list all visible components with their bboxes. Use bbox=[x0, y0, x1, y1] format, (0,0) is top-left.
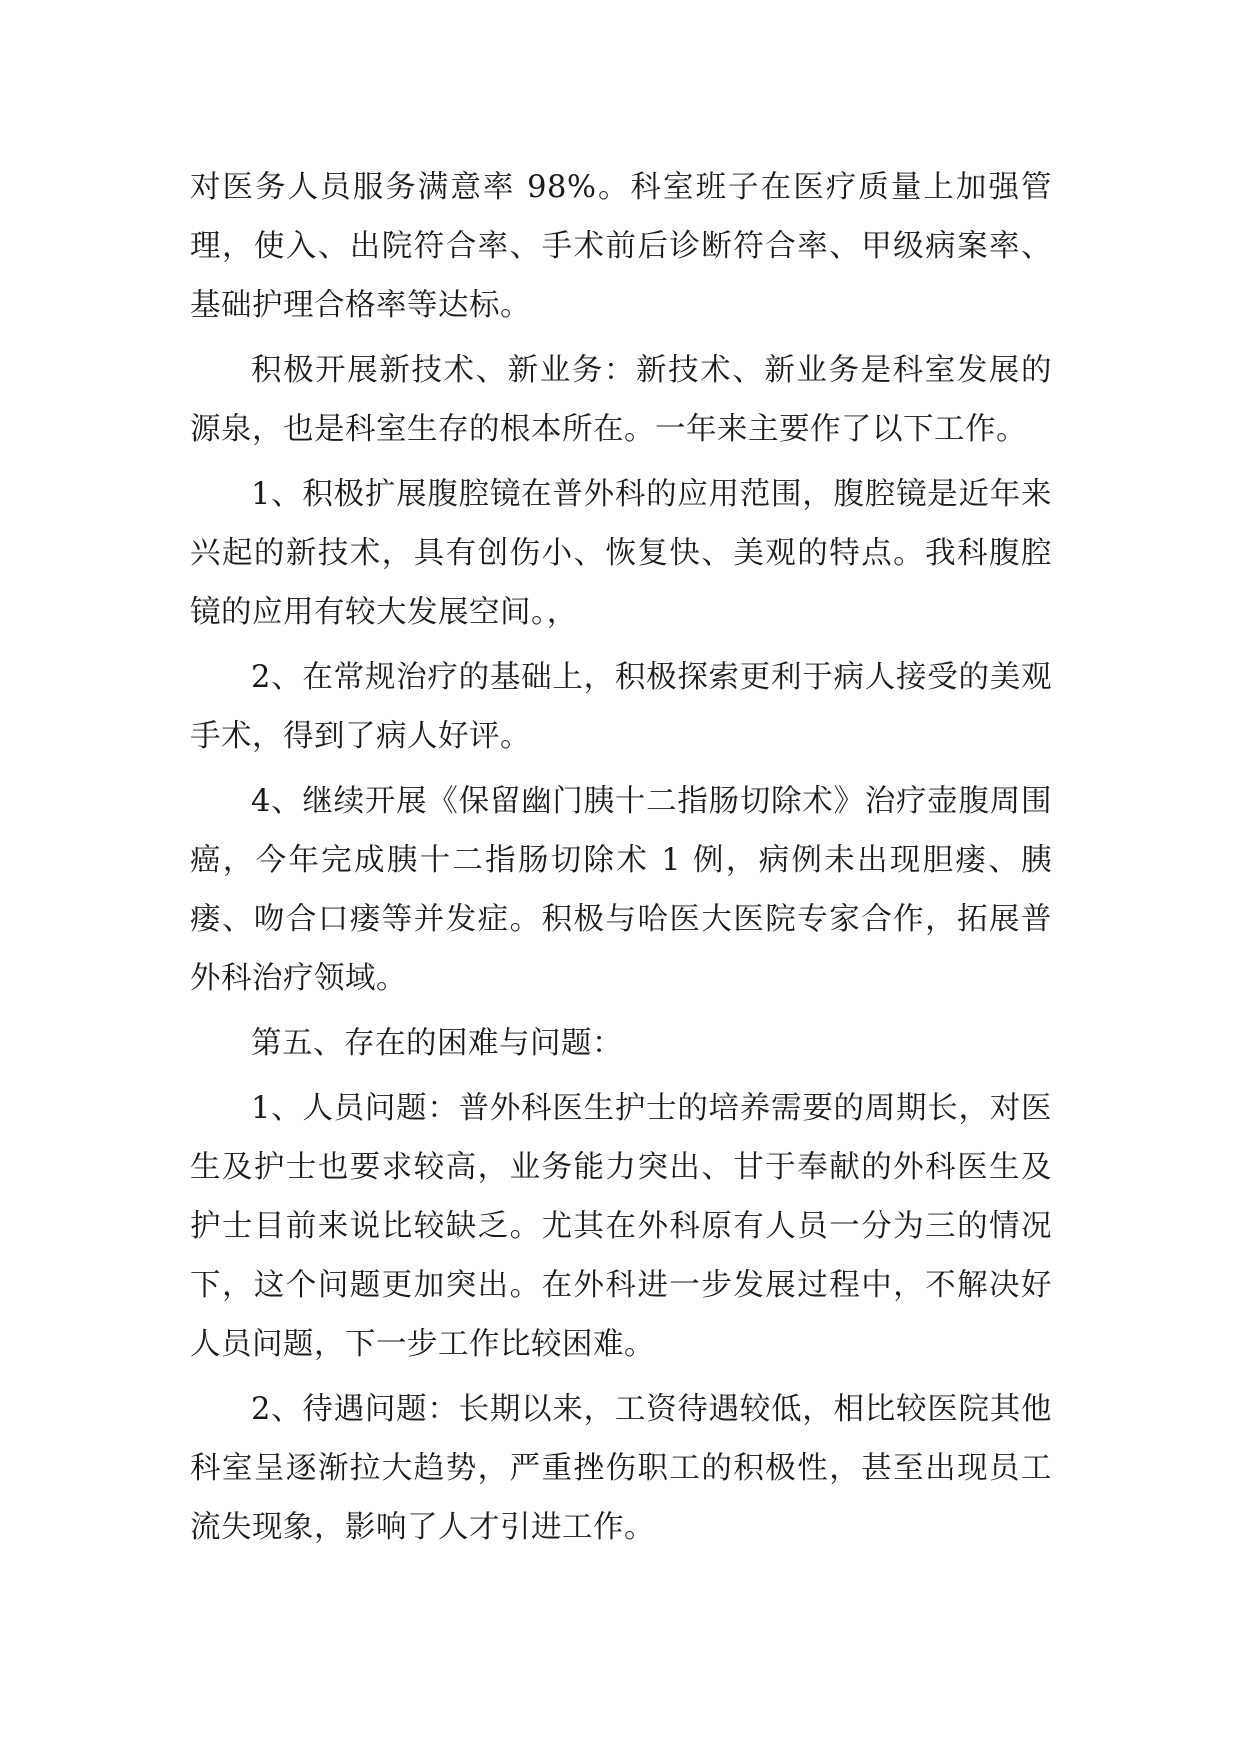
document-body bbox=[190, 158, 1052, 1557]
section-heading: 第五、存在的困难与问题： bbox=[251, 1026, 623, 1061]
paragraph-4: 2、在常规治疗的基础上，积极探索更利于病人接受的美观手术，得到了病人好评。 bbox=[190, 660, 1052, 754]
paragraph-1: 对医务人员服务满意率 98%。科室班子在医疗质量上加强管理，使入、出院符合率、手术前后诊断符合率、甲级病案率、基础护理合格率等达标。 bbox=[190, 170, 1052, 323]
paragraph-7: 2、待遇问题：长期以来，工资待遇较低，相比较医院其他科室呈逐渐拉大趋势，严重挫伤职工的积极性，甚至出现员工流失现象，影响了人才引进工作。 bbox=[190, 1392, 1052, 1545]
paragraph-3: 1、积极扩展腹腔镜在普外科的应用范围，腹腔镜是近年来兴起的新技术，具有创伤小、恢复快、美观的特点。我科腹腔镜的应用有较大发展空间。， bbox=[190, 477, 1052, 630]
paragraph-2: 积极开展新技术、新业务：新技术、新业务是科室发展的源泉，也是科室生存的根本所在。一年来主要作了以下工作。 bbox=[190, 353, 1052, 447]
paragraph-6: 1、人员问题：普外科医生护士的培养需要的周期长，对医生及护士也要求较高，业务能力突出、甘于奉献的外科医生及护士目前来说比较缺乏。尤其在外科原有人员一分为三的情况下，这个问题更加突出。在外科进一步发展过程中，不解决好人员问题，下一步工作比较困难。 bbox=[190, 1091, 1052, 1362]
paragraph-5: 4、继续开展《保留幽门胰十二指肠切除术》治疗壶腹周围癌，今年完成胰十二指肠切除术 1 例，病例未出现胆瘘、胰瘘、吻合口瘘等并发症。积极与哈医大医院专家合作，拓展普外科治疗领域。 bbox=[190, 784, 1052, 996]
